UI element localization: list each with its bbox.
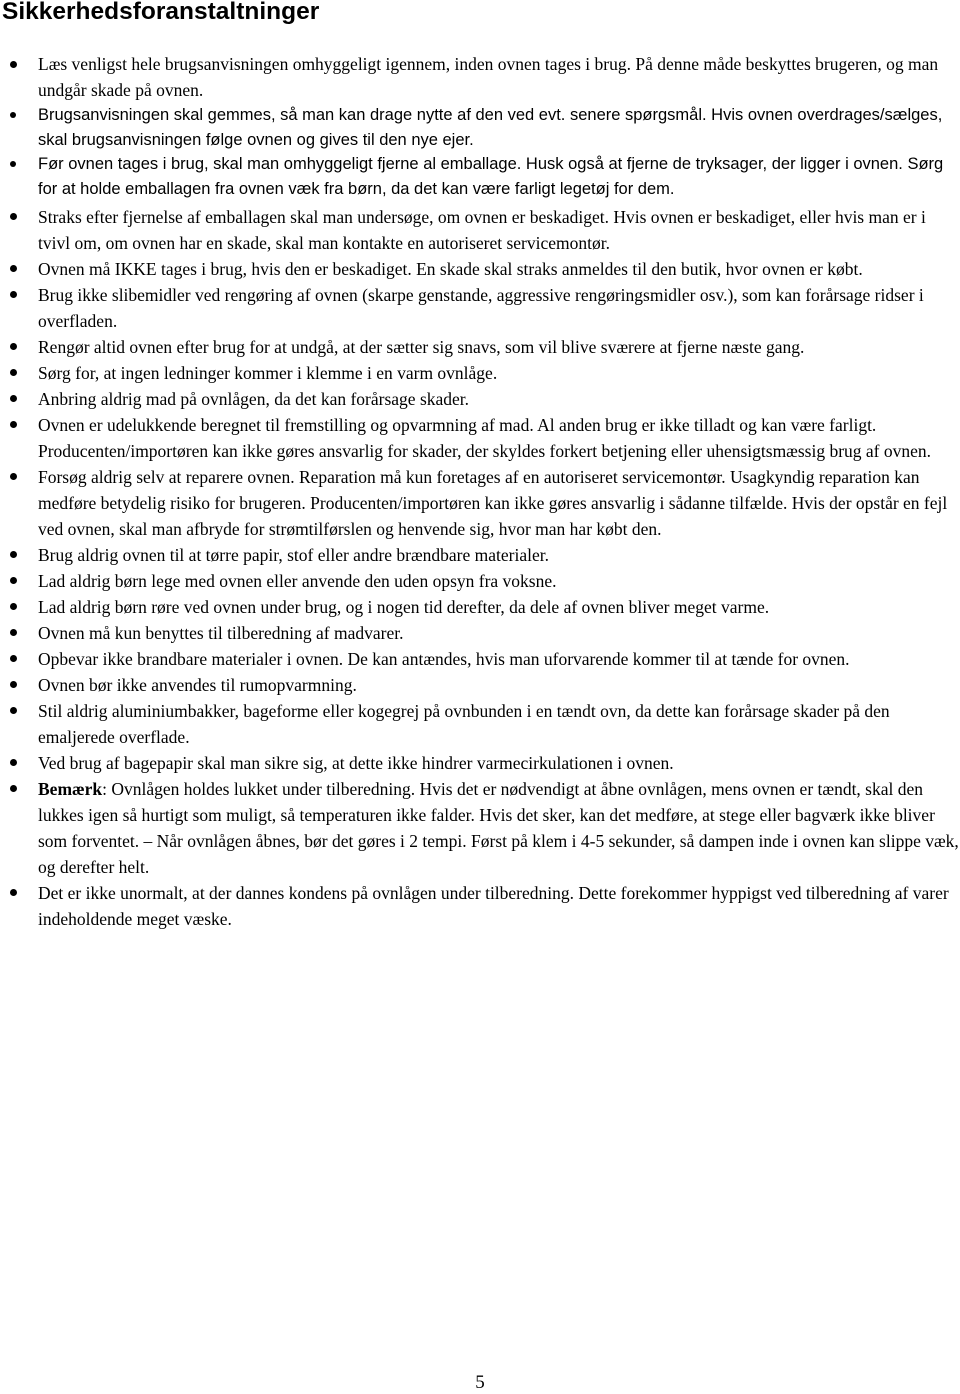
list-item (38, 672, 960, 698)
list-item (38, 256, 960, 282)
bullet-icon (9, 620, 17, 646)
list-item-text: Ovnen bør ikke anvendes til rumopvarmning. (38, 674, 357, 695)
list-item (38, 386, 960, 412)
bullet-icon (9, 334, 17, 360)
bullet-icon (9, 880, 17, 906)
bullet-icon (9, 568, 17, 594)
list-item (38, 152, 960, 201)
list-item-text: Brug aldrig ovnen til at tørre papir, stof eller andre brændbare materialer. (38, 544, 549, 565)
page-number: 5 (475, 1372, 485, 1393)
list-item (38, 750, 960, 776)
list-item-text: Ovnen må IKKE tages i brug, hvis den er beskadiget. En skade skal straks anmeldes til den butik, hvor ovnen er købt. (38, 258, 863, 279)
list-item-text: Lad aldrig børn røre ved ovnen under brug, og i nogen tid derefter, da dele af ovnen bliver meget varme. (38, 596, 770, 617)
list-item-text: Ovnen må kun benyttes til tilberedning af madvarer. (38, 622, 404, 643)
list-item (38, 464, 960, 542)
list-item-text: Straks efter fjernelse af emballagen skal man undersøge, om ovnen er beskadiget. Hvis ovnen er beskadiget, eller hvis man er i tvivl om, om ovnen har en skade, skal man kontakte en autoriseret servicemontør. (38, 206, 926, 253)
bullet-icon (9, 360, 17, 386)
list-item (38, 542, 960, 568)
list-item-text: Opbevar ikke brandbare materialer i ovnen. De kan antændes, hvis man uforvarende kommer til at tænde for ovnen. (38, 648, 850, 669)
list-item-text: Ved brug af bagepapir skal man sikre sig, at dette ikke hindrer varmecirkulationen i ovnen. (38, 752, 674, 773)
bullet-icon (9, 204, 17, 230)
bullet-icon (9, 51, 17, 77)
bullet-icon (9, 698, 17, 724)
list-item (38, 880, 960, 932)
bullet-icon (9, 282, 17, 308)
bullet-icon (9, 256, 17, 282)
list-item (38, 51, 960, 103)
list-item-text: Forsøg aldrig selv at reparere ovnen. Reparation må kun foretages af en autoriseret servicemontør. Usagkyndig reparation kan medføre betydelig risiko for brugeren. Producenten/importøren kan ikke gøres ansvarlig i sådanne tilfælde. Hvis der opstår en fejl ved ovnen, skal man afbryde for strømtilførslen og henvende sig, hvor man har købt den. (38, 466, 948, 539)
list-item (38, 620, 960, 646)
list-item-text: Rengør altid ovnen efter brug for at undgå, at der sætter sig snavs, som vil blive sværere at fjerne næste gang. (38, 336, 805, 357)
list-item-text: Sørg for, at ingen ledninger kommer i klemme i en varm ovnlåge. (38, 362, 498, 383)
list-item-text: Ovnen er udelukkende beregnet til fremstilling og opvarmning af mad. Al anden brug er ikke tilladt og kan være farligt. Producenten/importøren kan ikke gøres ansvarlig for skader, der skyldes forkert betjening eller uhensigtsmæssig brug af ovnen. (38, 414, 932, 461)
list-item-text: Før ovnen tages i brug, skal man omhyggeligt fjerne al emballage. Husk også at fjerne de tryksager, der ligger i ovnen. Sørg for at holde emballagen fra ovnen væk fra børn, da det kan være farligt legetøj for dem. (38, 155, 944, 199)
list-item-text: Det er ikke unormalt, at der dannes kondens på ovnlågen under tilberedning. Dette forekommer hyppigst ved tilberedning af varer indeholdende meget væske. (38, 882, 949, 929)
bullet-icon (9, 594, 17, 620)
bullet-icon (9, 646, 17, 672)
list-item (38, 594, 960, 620)
page-title: Sikkerhedsforanstaltninger (2, 0, 320, 25)
bullet-icon (9, 672, 17, 698)
bullet-icon (9, 750, 17, 776)
list-item (38, 282, 960, 334)
list-item (38, 334, 960, 360)
bullet-icon (9, 386, 17, 412)
safety-bullet-list (38, 51, 960, 932)
note-text: : Ovnlågen holdes lukket under tilberedning. Hvis det er nødvendigt at åbne ovnlågen, mens ovnen er tændt, skal den lukkes igen så hurtigt som muligt, så temperaturen ikke falder. Hvis det sker, kan det medføre, at stege eller bagværk ikke bliver som forventet. – Når ovnlågen åbnes, bør det gøres i 2 tempi. Først på klem i 4-5 sekunder, så dampen inde i ovnen kan slippe væk, og derefter helt. (38, 778, 959, 877)
bullet-icon (9, 152, 17, 176)
bullet-icon (9, 103, 17, 127)
list-item-text: Brug ikke slibemidler ved rengøring af ovnen (skarpe genstande, aggressive rengøringsmidler osv.), som kan forårsage ridser i overfladen. (38, 284, 924, 331)
bullet-icon (9, 542, 17, 568)
list-item-text: Lad aldrig børn lege med ovnen eller anvende den uden opsyn fra voksne. (38, 570, 557, 591)
list-item-text: Læs venligst hele brugsanvisningen omhyggeligt igennem, inden ovnen tages i brug. På denne måde beskyttes brugeren, og man undgår skade på ovnen. (38, 54, 939, 100)
bullet-icon (9, 776, 17, 802)
bullet-icon (9, 412, 17, 438)
list-item (38, 646, 960, 672)
list-item-text: Anbring aldrig mad på ovnlågen, da det kan forårsage skader. (38, 388, 470, 409)
list-item-text: Stil aldrig aluminiumbakker, bageforme eller kogegrej på ovnbunden i en tændt ovn, da dette kan forårsage skader på den emaljerede overflade. (38, 700, 890, 747)
list-item (38, 103, 960, 152)
bullet-icon (9, 464, 17, 490)
list-item (38, 412, 960, 464)
list-item-text: Brugsanvisningen skal gemmes, så man kan drage nytte af den ved evt. senere spørgsmål. Hvis ovnen overdrages/sælges, skal brugsanvisningen følge ovnen og gives til den nye ejer. (38, 106, 943, 149)
list-item (38, 698, 960, 750)
list-item (38, 568, 960, 594)
note-item (38, 776, 960, 880)
note-label: Bemærk (38, 778, 103, 799)
list-item (38, 204, 960, 256)
list-item (38, 360, 960, 386)
